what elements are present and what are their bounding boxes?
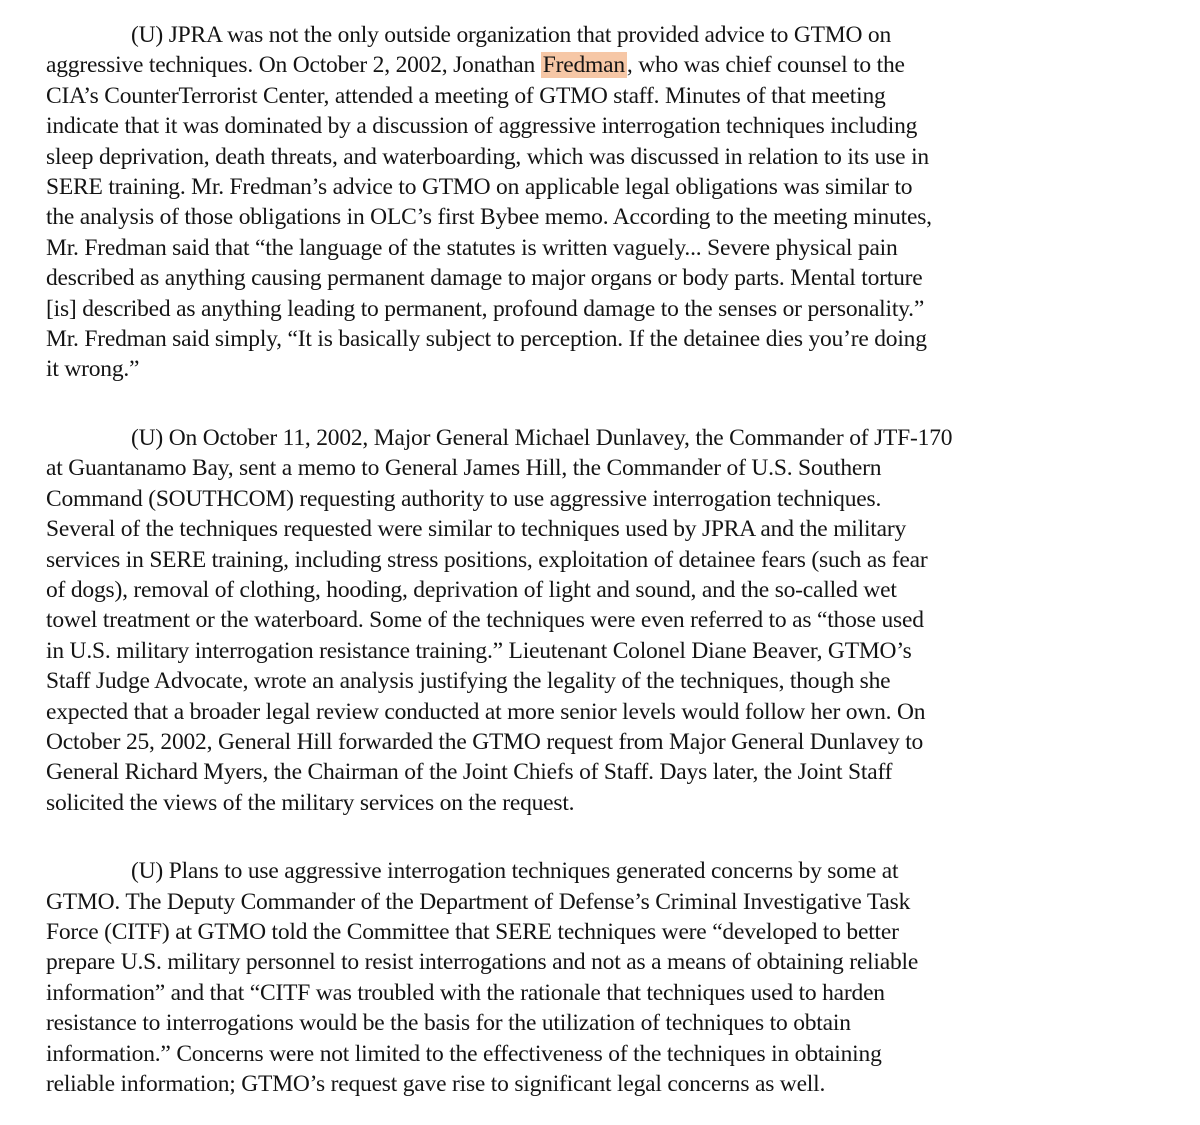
text-line: reliable information; GTMO’s request gave rise to significant legal concerns as well. bbox=[46, 1071, 826, 1097]
text-line: October 25, 2002, General Hill forwarded the GTMO request from Major General Dunlavey to bbox=[46, 728, 924, 755]
text-line: [is] described as anything leading to permanent, profound damage to the senses or personality.” bbox=[46, 295, 925, 322]
text-line: it wrong.” bbox=[46, 356, 140, 383]
text-line: General Richard Myers, the Chairman of the Joint Chiefs of Staff. Days later, the Joint Staff bbox=[46, 759, 893, 786]
text-line: described as anything causing permanent damage to major organs or body parts. Mental torture bbox=[46, 265, 923, 292]
text-line: Command (SOUTHCOM) requesting authority to use aggressive interrogation techniques. bbox=[46, 485, 882, 512]
text-segment: aggressive techniques. On October 2, 2002, Jonathan bbox=[46, 52, 541, 79]
text-line: (U) On October 11, 2002, Major General Michael Dunlavey, the Commander of JTF-170 bbox=[131, 424, 953, 451]
highlighted-name: Fredman bbox=[542, 52, 625, 79]
text-line: CIA’s CounterTerrorist Center, attended a meeting of GTMO staff. Minutes of that meeting bbox=[46, 82, 886, 109]
text-line: information” and that “CITF was troubled with the rationale that techniques used to harden bbox=[46, 979, 885, 1006]
text-line: SERE training. Mr. Fredman’s advice to GTMO on applicable legal obligations was similar to bbox=[46, 174, 913, 201]
text-line: indicate that it was dominated by a discussion of aggressive interrogation techniques including bbox=[46, 113, 918, 140]
text-line: prepare U.S. military personnel to resist interrogations and not as a means of obtaining reliable bbox=[46, 949, 919, 976]
text-line: Mr. Fredman said that “the language of the statutes is written vaguely... Severe physical pain bbox=[46, 234, 898, 261]
paragraph-citf-concerns bbox=[46, 856, 1156, 1099]
document-body bbox=[46, 20, 1156, 1099]
paragraph-jpra-advice bbox=[46, 20, 1156, 385]
text-line: services in SERE training, including stress positions, exploitation of detainee fears (such as fear bbox=[46, 546, 928, 573]
text-line: at Guantanamo Bay, sent a memo to General James Hill, the Commander of U.S. Southern bbox=[46, 455, 882, 482]
text-line: sleep deprivation, death threats, and waterboarding, which was discussed in relation to its use in bbox=[46, 143, 929, 170]
text-line: Mr. Fredman said simply, “It is basically subject to perception. If the detainee dies you’re doing bbox=[46, 326, 927, 353]
text-line: expected that a broader legal review conducted at more senior levels would follow her own. On bbox=[46, 698, 926, 725]
text-line: Force (CITF) at GTMO told the Committee that SERE techniques were “developed to better bbox=[46, 918, 899, 945]
text-line: the analysis of those obligations in OLC’s first Bybee memo. According to the meeting minutes, bbox=[46, 204, 932, 231]
text-line: (U) JPRA was not the only outside organization that provided advice to GTMO on bbox=[131, 22, 892, 48]
text-line: (U) Plans to use aggressive interrogation techniques generated concerns by some at bbox=[131, 858, 899, 885]
text-line: towel treatment or the waterboard. Some of the techniques were even referred to as “those used bbox=[46, 607, 924, 634]
text-line: in U.S. military interrogation resistance training.” Lieutenant Colonel Diane Beaver, GTMO’s bbox=[46, 637, 912, 664]
text-line: GTMO. The Deputy Commander of the Department of Defense’s Criminal Investigative Task bbox=[46, 888, 911, 915]
text-line: information.” Concerns were not limited to the effectiveness of the techniques in obtaining bbox=[46, 1040, 882, 1067]
text-line-with-highlight bbox=[46, 50, 1156, 80]
paragraph-dunlavey-memo bbox=[46, 423, 1156, 818]
text-line: of dogs), removal of clothing, hooding, deprivation of light and sound, and the so-called wet bbox=[46, 576, 897, 603]
text-line: Staff Judge Advocate, wrote an analysis justifying the legality of the techniques, though she bbox=[46, 668, 891, 695]
text-line: resistance to interrogations would be the basis for the utilization of techniques to obtain bbox=[46, 1010, 851, 1037]
text-line: solicited the views of the military services on the request. bbox=[46, 789, 575, 816]
text-segment: , who was chief counsel to the bbox=[626, 52, 905, 79]
text-line: Several of the techniques requested were similar to techniques used by JPRA and the military bbox=[46, 516, 907, 543]
